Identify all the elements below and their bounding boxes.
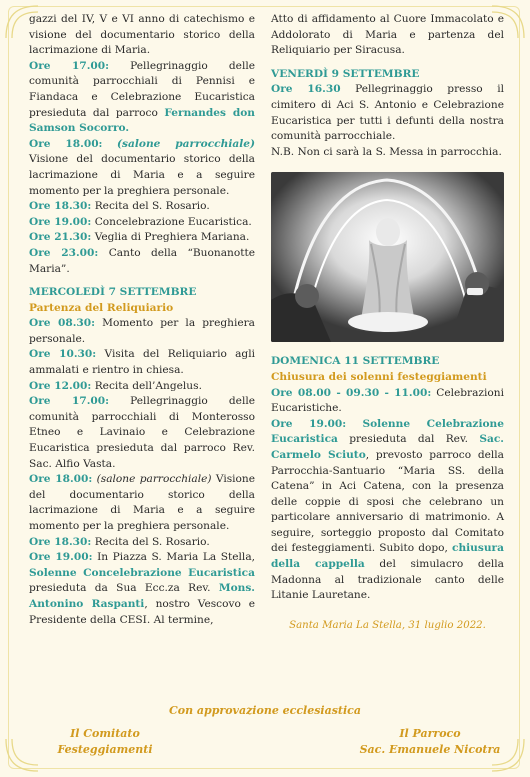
entry-text: gazzi del IV, V e VI anno di catechismo e visione del documentario storico della lacrimazione di Maria. — [29, 13, 255, 57]
schedule-entry — [271, 417, 504, 604]
signature-committee-line1: Il Comitato — [70, 727, 140, 740]
entry-highlight: Solenne Celebrazione Eucaristica — [271, 417, 504, 446]
entry-text: Recita dell’Angelus. — [91, 379, 202, 392]
day-heading: DOMENICA 11 SETTEMBRE — [271, 355, 440, 368]
entry-highlight: Fernandes don Samson Socorro. — [29, 106, 255, 135]
entry-highlight: Solenne Concelebrazione Eucaristica — [29, 566, 255, 579]
entry-time: Ore 17.00: — [29, 59, 110, 72]
day-subheading: Partenza del Reliquiario — [29, 301, 174, 314]
entry-time: Ore 18.30: — [29, 535, 92, 548]
schedule-entry — [29, 316, 255, 347]
entry-text: Celebrazioni Eucaristiche. — [271, 386, 504, 415]
right-column-top — [271, 12, 504, 160]
entry-time: Ore 21.30: — [29, 231, 92, 244]
signature-priest-line1: Il Parroco — [399, 727, 461, 740]
signoff-date: Santa Maria La Stella, 31 luglio 2022. — [289, 619, 486, 631]
entry-highlight: Mons. Antonino Raspanti — [29, 582, 255, 610]
entry-time: Ore 17.00: — [29, 395, 110, 408]
entry-time: Ore 10.30: — [29, 348, 97, 361]
entry-text: Visita del Reliquiario agli ammalati e rientro in chiesa. — [29, 348, 255, 377]
approval-note: Con approvazione ecclesiastica — [168, 704, 362, 717]
entry-time: Ore 19.00: — [29, 551, 93, 564]
schedule-entry — [271, 145, 504, 161]
entry-text — [102, 138, 117, 150]
left-column — [29, 12, 255, 628]
entry-text: presieduta dal Rev. — [337, 433, 480, 446]
entry-text: Visione del documentario storico della lacrimazione di Maria e a seguire momento per la preghiera personale. — [29, 473, 255, 532]
entry-text: Momento per la preghiera personale. — [29, 317, 255, 345]
entry-time: Ore 18.00: — [29, 137, 103, 150]
schedule-entry — [29, 379, 255, 395]
entry-text: Veglia di Preghiera Mariana. — [91, 231, 250, 244]
entry-highlight: Sac. Carmelo Sciuto — [271, 433, 504, 461]
entry-highlight: chiusura della cappella — [271, 542, 504, 571]
schedule-entry — [29, 59, 255, 137]
entry-text: Pellegrinaggio delle comunità parrocchiali di Pennisi e Fiandaca e Celebrazione Eucaristica presieduta dal parroco — [29, 59, 255, 119]
signature-priest-line2: Sac. Emanuele Nicotra — [359, 743, 501, 756]
entry-location: (salone parrocchiale) — [117, 137, 255, 150]
entry-text: Recita del S. Rosario. — [91, 535, 210, 548]
day-heading: MERCOLEDÌ 7 SETTEMBRE — [29, 286, 197, 299]
schedule-entry — [29, 230, 255, 246]
madonna-statue-photo — [271, 172, 504, 342]
schedule-entry — [271, 386, 504, 417]
signature-parish-priest — [350, 726, 510, 758]
entry-text — [346, 418, 362, 430]
day-subheading: Chiusura dei solenni festeggiamenti — [271, 370, 487, 383]
entry-time: Ore 16.30 — [271, 83, 341, 96]
entry-text: In Piazza S. Maria La Stella, — [92, 551, 256, 564]
schedule-entry — [29, 199, 255, 215]
corner-ornament-icon — [2, 735, 42, 775]
entry-time: Ore 23.00: — [29, 246, 99, 259]
schedule-entry — [271, 12, 504, 59]
signature-committee — [50, 726, 160, 758]
schedule-entry — [29, 12, 255, 59]
entry-time: Ore 08.00 - 09.30 - 11.00: — [271, 386, 432, 399]
entry-text: N.B. Non ci sarà la S. Messa in parrocchia. — [271, 145, 502, 158]
entry-text: Canto della “Buonanotte Maria”. — [29, 246, 255, 275]
schedule-entry — [271, 82, 504, 144]
entry-time: Ore 19.00: — [29, 215, 92, 228]
entry-time: Ore 12.00: — [29, 379, 92, 392]
schedule-entry — [29, 347, 255, 378]
signature-committee-line2: Festeggiamenti — [57, 743, 153, 756]
schedule-entry — [29, 246, 255, 277]
right-column — [271, 12, 504, 633]
entry-text: , nostro Vescovo e Presidente della CESI. Al termine, — [29, 597, 255, 626]
photo-illustration — [271, 172, 504, 342]
entry-text: Concelebrazione Eucaristica. — [91, 215, 252, 228]
schedule-entry — [29, 535, 255, 551]
entry-time: Ore 19.00: — [271, 417, 347, 430]
entry-text: Visione del documentario storico della lacrimazione di Maria e a seguire momento per la preghiera personale. — [29, 153, 255, 197]
entry-time: Ore 18.00: — [29, 473, 93, 486]
day-heading: VENERDÌ 9 SETTEMBRE — [271, 67, 420, 80]
schedule-entry — [29, 215, 255, 231]
entry-text: presieduta da Sua Ecc.za Rev. — [29, 582, 219, 595]
entry-text: Atto di affidamento al Cuore Immacolato e Addolorato di Maria e partenza del Reliquiario per Siracusa. — [271, 13, 504, 57]
entry-text: Pellegrinaggio presso il cimitero di Aci S. Antonio e Celebrazione Eucaristica per tutti i defunti della nostra comunità parrocchiale. — [271, 83, 504, 143]
entry-text: Pellegrinaggio delle comunità parrocchiali di Monterosso Etneo e Lavinaio e Celebrazione Eucaristica presieduta dal parroco Rev. Sac. Alfio Vasta. — [29, 395, 255, 470]
entry-time: Ore 18.30: — [29, 200, 92, 213]
schedule-entry — [29, 137, 255, 199]
right-column-bottom — [271, 354, 504, 604]
entry-text: Recita del S. Rosario. — [91, 200, 210, 213]
entry-text: , prevosto parroco della Parrocchia-Santuario “Maria SS. della Catena” in Aci Catena, con la presenza delle coppie di sposi che celebrano un particolare anniversario di matrimonio. A seguire, sorteggio proposto dal Comitato dei festeggiamenti. Subito dopo, — [271, 448, 504, 555]
entry-time: Ore 08.30: — [29, 317, 96, 330]
schedule-entry — [29, 550, 255, 628]
schedule-entry — [29, 472, 255, 534]
schedule-entry — [29, 394, 255, 472]
entry-location: (salone parrocchiale) — [96, 473, 212, 486]
entry-text: del simulacro della Madonna al tradizionale canto delle Litanie Lauretane. — [271, 558, 504, 602]
